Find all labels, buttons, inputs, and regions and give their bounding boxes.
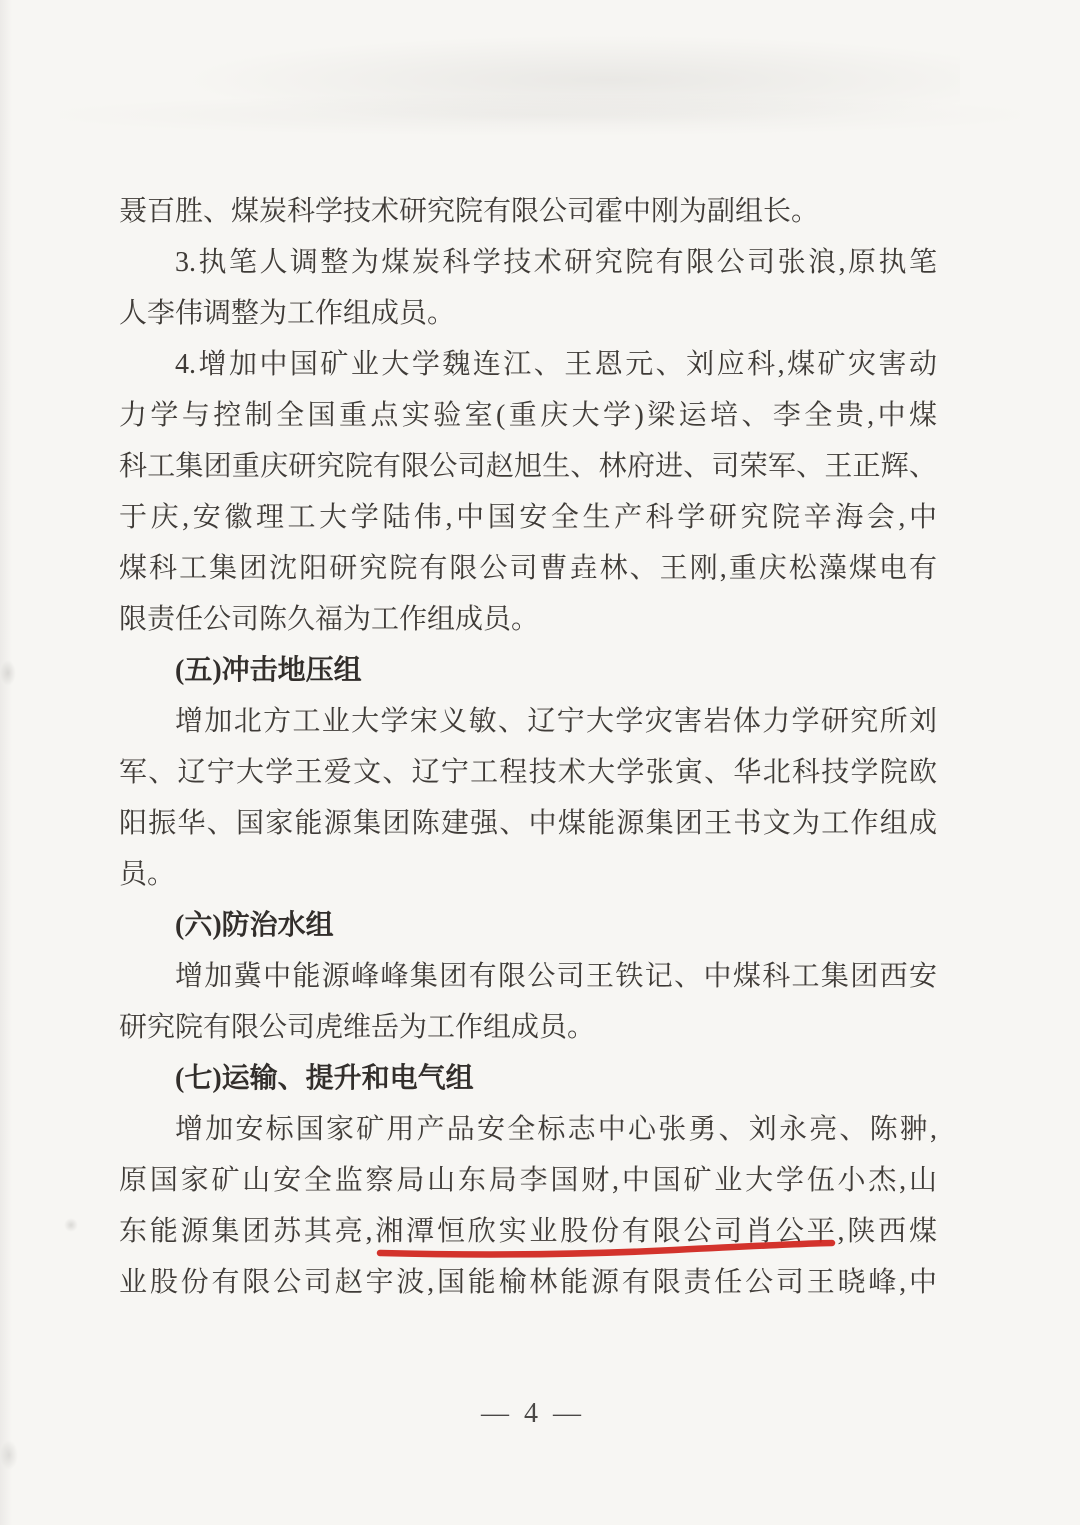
page-number: — 4 —: [481, 1398, 585, 1429]
scan-artifact: [64, 1218, 78, 1232]
scan-artifact: [0, 1440, 18, 1470]
document-body: [119, 186, 937, 1308]
text-line: 军、辽宁大学王爱文、辽宁工程技术大学张寅、华北科技学院欧: [119, 757, 937, 788]
text-line: 人李伟调整为工作组成员。: [119, 298, 456, 329]
red-underline-stroke: [380, 1243, 832, 1254]
text-line: 员。: [119, 859, 176, 890]
text-line: 于庆,安徽理工大学陆伟,中国安全生产科学研究院辛海会,中: [119, 502, 937, 533]
text-line: 煤科工集团沈阳研究院有限公司曹垚林、王刚,重庆松藻煤电有: [119, 553, 937, 584]
text-line: 4.增加中国矿业大学魏连江、王恩元、刘应科,煤矿灾害动: [175, 349, 937, 380]
text-line: 聂百胜、煤炭科学技术研究院有限公司霍中刚为副组长。: [119, 196, 820, 227]
section-heading: (七)运输、提升和电气组: [175, 1063, 474, 1094]
scan-artifact: [0, 0, 12, 1525]
scan-artifact: [180, 35, 960, 125]
text-line: 研究院有限公司虎维岳为工作组成员。: [119, 1012, 596, 1043]
text-line: 3.执笔人调整为煤炭科学技术研究院有限公司张浪,原执笔: [175, 247, 937, 278]
text-line: 科工集团重庆研究院有限公司赵旭生、林府进、司荣军、王正辉、: [119, 451, 937, 482]
red-underline-annotation: [374, 1237, 838, 1261]
text-line: 增加安标国家矿用产品安全标志中心张勇、刘永亮、陈翀,: [175, 1114, 937, 1145]
text-line: 限责任公司陈久福为工作组成员。: [119, 604, 540, 635]
text-line: 增加北方工业大学宋义敏、辽宁大学灾害岩体力学研究所刘: [175, 706, 937, 737]
scan-artifact: [0, 660, 16, 686]
text-line: 原国家矿山安全监察局山东局李国财,中国矿业大学伍小杰,山: [119, 1165, 937, 1196]
text-line: 力学与控制全国重点实验室(重庆大学)梁运培、李全贵,中煤: [119, 400, 937, 431]
text-line: 阳振华、国家能源集团陈建强、中煤能源集团王书文为工作组成: [119, 808, 937, 839]
scan-artifact: [60, 95, 1020, 135]
text-line: 东能源集团苏其亮,湘潭恒欣实业股份有限公司肖公平,陕西煤: [119, 1216, 937, 1247]
section-heading: (五)冲击地压组: [175, 655, 362, 686]
text-line: 业股份有限公司赵宇波,国能榆林能源有限责任公司王晓峰,中: [119, 1267, 937, 1298]
section-heading: (六)防治水组: [175, 910, 334, 941]
text-line: 增加冀中能源峰峰集团有限公司王铁记、中煤科工集团西安: [175, 961, 937, 992]
